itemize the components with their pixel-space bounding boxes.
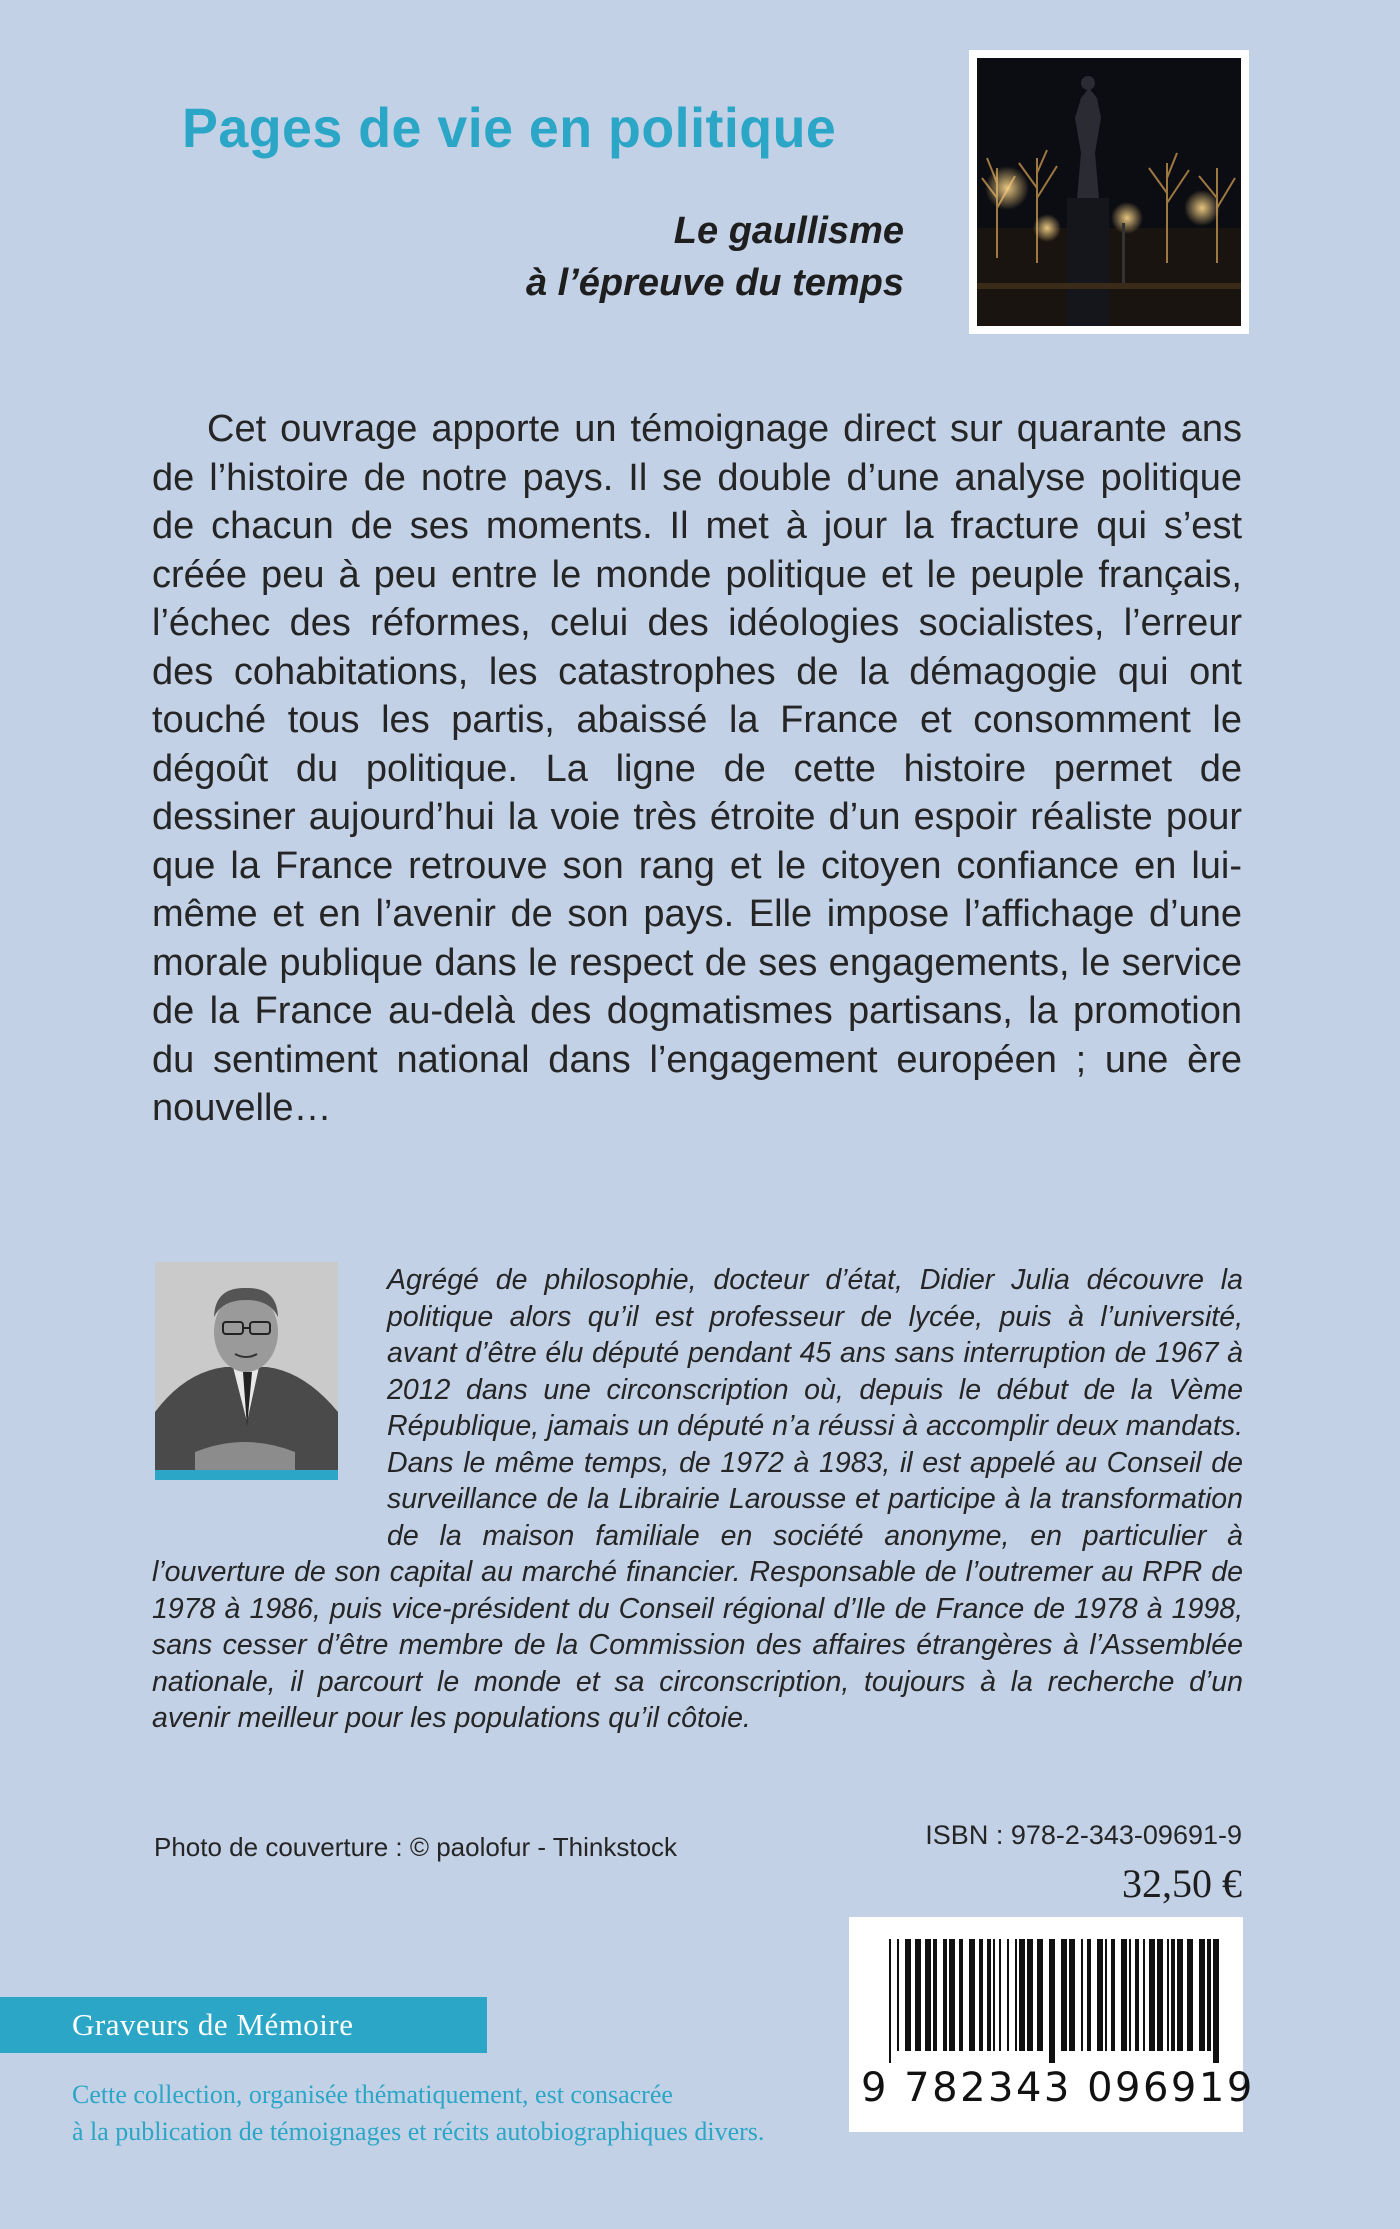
barcode-bar xyxy=(1177,1939,1183,2051)
series-description xyxy=(72,2076,792,2150)
barcode-bar xyxy=(949,1939,955,2051)
barcode-bar xyxy=(959,1939,963,2051)
author-biography-text: Agrégé de philosophie, docteur d’état, Didier Julia découvre la politique alors qu’il est professeur de lycée, puis à l’université, avant d’être élu député pendant 45 ans sans interruption de 1967 à 2012 dans une circonscription où, depuis le début de la Vème République, jamais un député n’a réussi à accomplir deux mandats. Dans le même temps, de 1972 à 1983, il est appelé au Conseil de surveillance de la Librairie Larousse et participe à la transformation de la maison familiale en société anonyme, en particulier à l’ouverture de son capital au marché financier. Responsable de l’outremer au RPR de 1978 à 1986, puis vice-président du Conseil régional d’Ile de France de 1978 à 1998, sans cesser d’être membre de la Commission des affaires étrangères à l’Assemblée nationale, il parcourt le monde et sa circonscription, toujours à la recherche d’un avenir meilleur pour les populations qu’il côtoie. xyxy=(152,1264,1243,1734)
ean-barcode xyxy=(849,1917,1255,2132)
barcode-bar xyxy=(1007,1939,1009,2051)
barcode-bar xyxy=(1019,1939,1025,2051)
barcode-bar xyxy=(1199,1939,1205,2051)
series-description-line-2: à la publication de témoignages et récits autobiographiques divers. xyxy=(72,2117,765,2146)
barcode-bar xyxy=(1105,1939,1107,2051)
subtitle-line-2: à l’épreuve du temps xyxy=(525,262,904,304)
barcode-bar xyxy=(1097,1939,1103,2051)
barcode-bar xyxy=(969,1939,975,2051)
barcode-bar xyxy=(999,1939,1001,2051)
barcode-bar xyxy=(1171,1939,1175,2051)
barcode-bar xyxy=(1167,1939,1169,2051)
barcode-bar xyxy=(915,1939,921,2051)
barcode-bar xyxy=(1121,1939,1127,2051)
night-statue-image xyxy=(977,58,1241,326)
barcode-bar xyxy=(1207,1939,1211,2051)
barcode-bar xyxy=(1061,1939,1067,2051)
barcode-bar xyxy=(987,1939,991,2051)
photo-credit: Photo de couverture : © paolofur - Thinkstock xyxy=(154,1832,678,1862)
barcode-bar xyxy=(1081,1939,1083,2051)
barcode-bar xyxy=(979,1939,983,2051)
barcode-bar xyxy=(943,1939,947,2051)
barcode-bar xyxy=(1213,1939,1219,2063)
barcode-bar xyxy=(889,1939,891,2063)
barcode-bar xyxy=(1015,1939,1017,2051)
barcode-bars xyxy=(849,1917,1243,2067)
book-subtitle xyxy=(526,205,904,309)
barcode-bar xyxy=(1135,1939,1139,2051)
series-description-line-1: Cette collection, organisée thématiquement, est consacrée xyxy=(72,2080,673,2109)
barcode-bar xyxy=(1187,1939,1193,2051)
barcode-digits: 9 782343 096919 xyxy=(861,2065,1255,2111)
portrait-wrap-spacer xyxy=(152,1262,387,1552)
barcode-bar xyxy=(993,1939,995,2051)
series-band xyxy=(0,1997,487,2053)
barcode-bar xyxy=(1049,1939,1055,2063)
back-cover-blurb: Cet ouvrage apporte un témoignage direct sur quarante ans de l’histoire de notre pays. Il se double d’une analyse politique de chacun de ses moments. Il met à jour la fracture qui s’est créée peu à peu entre le monde politique et le peuple français, l’échec des réformes, celui des idéologies socialistes, l’erreur des cohabitations, les catastrophes de la démagogie qui ont touché tous les partis, abaissé la France et consomment le dégoût du politique. La ligne de cette histoire permet de dessiner aujourd’hui la voie très étroite d’un espoir réaliste pour que la France retrouve son rang et le citoyen confiance en lui-même et en l’avenir de son pays. Elle impose l’affichage d’une morale publique dans le respect de ses engagements, le service de la France au-delà des dogmatismes partisans, la promotion du sentiment national dans l’engagement européen ; une ère nouvelle… xyxy=(152,408,1242,1129)
book-title: Pages de vie en politique xyxy=(182,96,837,159)
author-biography xyxy=(152,1262,1243,1737)
barcode-bar xyxy=(905,1939,911,2051)
subtitle-line-1: Le gaullisme xyxy=(673,210,904,252)
barcode-bar xyxy=(1037,1939,1043,2051)
barcode-bar xyxy=(1087,1939,1091,2051)
barcode-bar xyxy=(1157,1939,1163,2051)
barcode-bar xyxy=(1143,1939,1145,2051)
barcode-bar xyxy=(1027,1939,1033,2051)
barcode-bar xyxy=(933,1939,937,2051)
isbn: ISBN : 978-2-343-09691-9 xyxy=(925,1820,1242,1850)
barcode-bar xyxy=(1069,1939,1075,2051)
series-name: Graveurs de Mémoire xyxy=(72,2007,354,2042)
barcode-bar xyxy=(897,1939,899,2051)
barcode-bar xyxy=(1149,1939,1155,2051)
barcode-bar xyxy=(925,1939,931,2051)
price: 32,50 € xyxy=(1122,1861,1242,1906)
barcode-bar xyxy=(1129,1939,1131,2051)
cover-photo-thumbnail xyxy=(969,50,1249,334)
barcode-bar xyxy=(1111,1939,1115,2051)
